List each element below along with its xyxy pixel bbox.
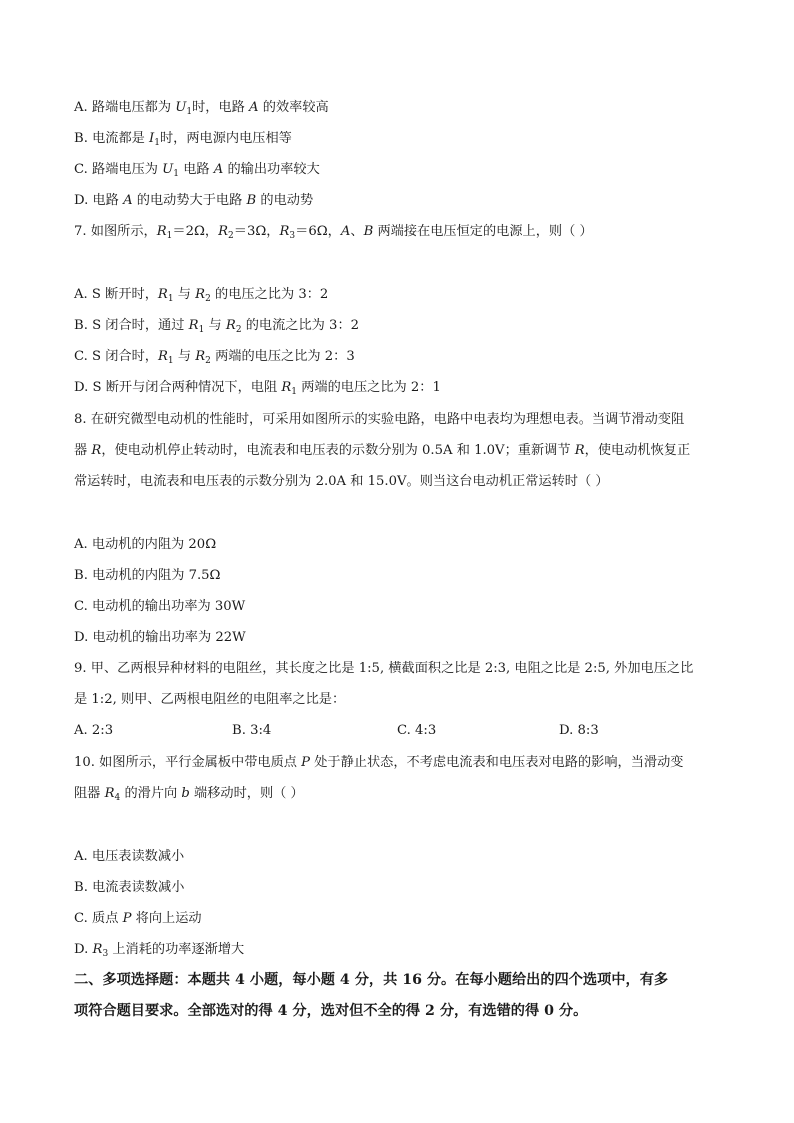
q9-option-a: A. 2:3 [74, 723, 114, 738]
q7-stem: 7. 如图所示，$R_1=2\Omega$，$R_2=3\Omega$，$R_3=6\Omega$，A、B 两端接在电压恒定的电源上，则（ ） [74, 224, 593, 241]
q9-option-c: C. 4:3 [397, 723, 437, 738]
q6-option-c: C. 路端电压为 $U_1$ 电路 A 的输出功率较大 [74, 162, 320, 179]
q9-stem-line1: 9. 甲、乙两根异种材料的电阻丝，其长度之比是 1:5, 横截面积之比是 2:3, 电阻之比是 2:5, 外加电压之比 [74, 661, 694, 676]
q6-option-a: A. 路端电压都为 $U_1$时，电路 A 的效率较高 [74, 100, 329, 117]
q7-option-a: A. S 断开时，$R_1$ 与 $R_2$ 的电压之比为 3：2 [74, 287, 329, 304]
q8-option-d: D. 电动机的输出功率为 22W [74, 630, 246, 645]
q10-option-c: C. 质点 P 将向上运动 [74, 911, 202, 926]
q10-option-d: D. $R_3$ 上消耗的功率逐渐增大 [74, 942, 245, 959]
q10-option-b: B. 电流表读数减小 [74, 880, 185, 895]
q8-option-c: C. 电动机的输出功率为 30W [74, 599, 246, 614]
q9-option-b: B. 3:4 [232, 723, 272, 738]
q8-option-b: B. 电动机的内阻为 7.5Ω [74, 568, 221, 583]
section2-heading-line1: 二、多项选择题：本题共 4 小题，每小题 4 分，共 16 分。在每小题给出的四个选项中，有多 [74, 972, 669, 988]
q8-stem-line1: 8. 在研究微型电动机的性能时，可采用如图所示的实验电路，电路中电表均为理想电表。当调节滑动变阻 [74, 412, 685, 427]
q8-stem-line3: 常运转时，电流表和电压表的示数分别为 2.0A 和 15.0V。则当这台电动机正常运转时（ ） [74, 474, 609, 489]
q10-stem-line2: 阻器 $R_4$ 的滑片向 b 端移动时，则（ ） [74, 786, 304, 803]
q6-option-b: B. 电流都是 $I_1$时，两电源内电压相等 [74, 131, 292, 148]
q8-stem-line2: 器 R，使电动机停止转动时，电流表和电压表的示数分别为 0.5A 和 1.0V；重新调节 R，使电动机恢复正 [74, 443, 691, 458]
section2-heading-line2: 项符合题目要求。全部选对的得 4 分，选对但不全的得 2 分，有选错的得 0 分。 [74, 1003, 588, 1019]
q9-option-d: D. 8:3 [559, 723, 599, 738]
q10-stem-line1: 10. 如图所示，平行金属板中带电质点 P 处于静止状态，不考虑电流表和电压表对电路的影响，当滑动变 [74, 755, 684, 770]
q6-option-d: D. 电路 A 的电动势大于电路 B 的电动势 [74, 193, 314, 208]
q8-option-a: A. 电动机的内阻为 20Ω [74, 537, 217, 552]
q7-option-c: C. S 闭合时，$R_1$ 与 $R_2$ 两端的电压之比为 2：3 [74, 349, 355, 366]
q9-stem-line2: 是 1:2, 则甲、乙两根电阻丝的电阻率之比是： [74, 692, 346, 707]
q7-option-b: B. S 闭合时，通过 $R_1$ 与 $R_2$ 的电流之比为 3：2 [74, 318, 360, 335]
q10-option-a: A. 电压表读数减小 [74, 849, 185, 864]
q7-option-d: D. S 断开与闭合两种情况下，电阻 $R_1$ 两端的电压之比为 2：1 [74, 380, 441, 397]
